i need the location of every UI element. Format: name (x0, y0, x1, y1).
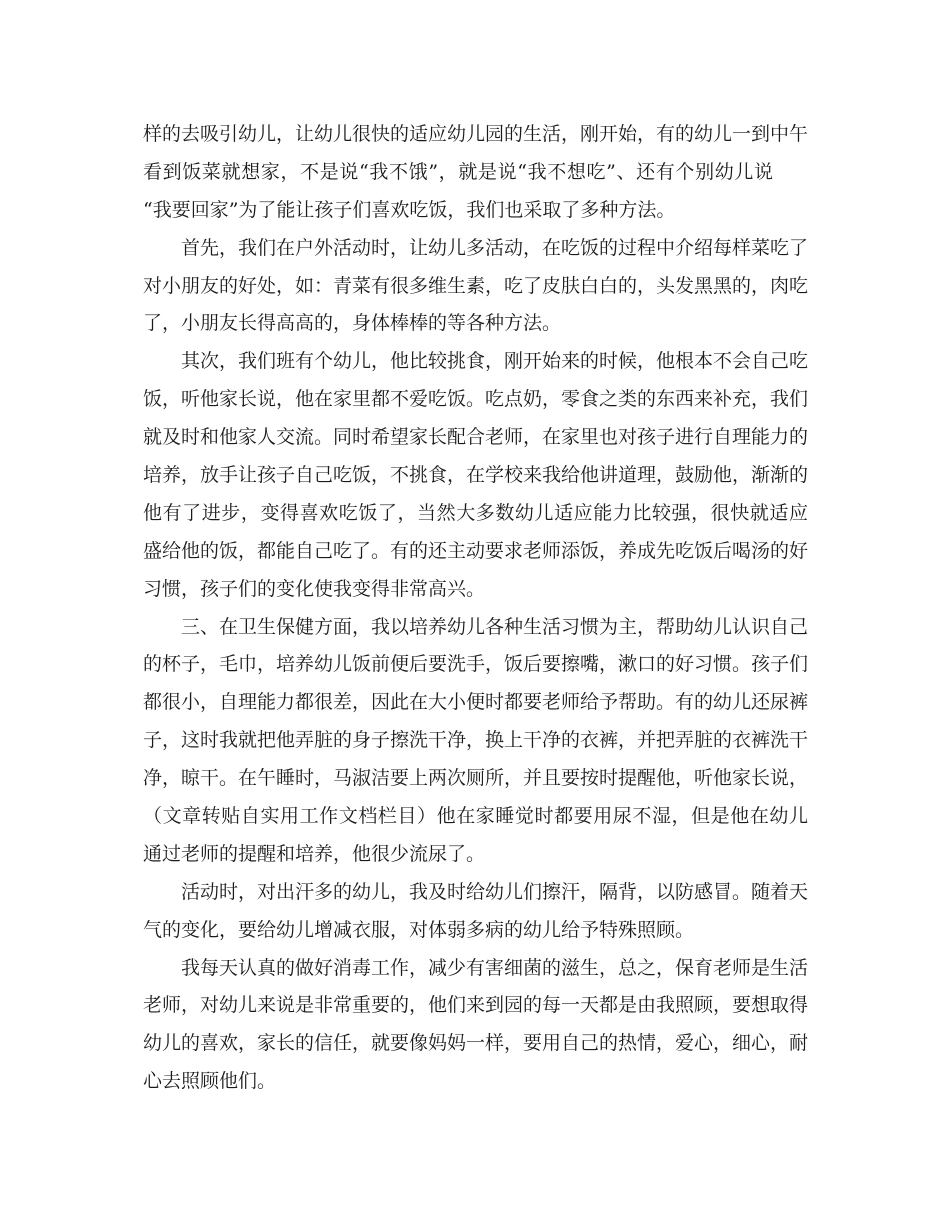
text-line: “我要回家”为了能让孩子们喜欢吃饭，我们也采取了多种方法。 (143, 198, 676, 221)
paragraph-first-line: 活动时，对出汗多的幼儿，我及时给幼儿们擦汗，隔背，以防感冒。随着天 (181, 880, 808, 903)
text-line: 样的去吸引幼儿，让幼儿很快的适应幼儿园的生活，刚开始，有的幼儿一到中午 (143, 123, 808, 145)
text-line: 老师，对幼儿来说是非常重要的，他们来到园的每一天都是由我照顾，要想取得 (143, 994, 808, 1017)
text-line: 饭，听他家长说，他在家里都不爱吃饭。吃点奶，零食之类的东西来补充，我们 (143, 388, 808, 411)
text-line: 盛给他的饭，都能自己吃了。有的还主动要求老师添饭，养成先吃饭后喝汤的好 (143, 539, 808, 562)
text-line: 就及时和他家人交流。同时希望家长配合老师，在家里也对孩子进行自理能力的 (143, 426, 808, 449)
text-line: 子，这时我就把他弄脏的身子擦洗干净，换上干净的衣裤，并把弄脏的衣裤洗干 (143, 729, 808, 752)
text-line: 习惯，孩子们的变化使我变得非常高兴。 (143, 577, 486, 600)
text-line: 对小朋友的好处，如：青菜有很多维生素，吃了皮肤白白的，头发黑黑的，肉吃 (143, 274, 808, 297)
text-line: 培养，放手让孩子自己吃饭，不挑食，在学校来我给他讲道理，鼓励他，渐渐的 (143, 464, 808, 487)
paragraph-first-line: 首先，我们在户外活动时，让幼儿多活动，在吃饭的过程中介绍每样菜吃了 (181, 236, 808, 259)
text-line: （文章转贴自实用工作文档栏目）他在家睡觉时都要用尿不湿，但是他在幼儿 (143, 805, 808, 828)
text-line: 都很小，自理能力都很差，因此在大小便时都要老师给予帮助。有的幼儿还尿裤 (143, 691, 808, 714)
paragraph-first-line: 其次，我们班有个幼儿，他比较挑食，刚开始来的时候，他根本不会自己吃 (181, 350, 808, 373)
document-body (143, 116, 808, 1101)
text-line: 净，晾干。在午睡时，马淑洁要上两次厕所，并且要按时提醒他，听他家长说， (143, 767, 808, 790)
paragraph-first-line: 三、在卫生保健方面，我以培养幼儿各种生活习惯为主，帮助幼儿认识自己 (181, 615, 808, 638)
text-line: 通过老师的提醒和培养，他很少流尿了。 (143, 842, 486, 865)
text-line: 看到饭菜就想家，不是说“我不饿”，就是说“我不想吃”、还有个别幼儿说 (143, 160, 773, 183)
text-line: 的杯子，毛巾，培养幼儿饭前便后要洗手，饭后要擦嘴，漱口的好习惯。孩子们 (143, 653, 808, 676)
text-line: 幼儿的喜欢，家长的信任，就要像妈妈一样，要用自己的热情，爱心，细心，耐 (143, 1032, 808, 1055)
text-line: 他有了进步，变得喜欢吃饭了，当然大多数幼儿适应能力比较强，很快就适应 (143, 501, 808, 524)
text-line: 气的变化，要给幼儿增减衣服，对体弱多病的幼儿给予特殊照顾。 (143, 918, 695, 941)
paragraph-first-line: 我每天认真的做好消毒工作，减少有害细菌的滋生，总之，保育老师是生活 (181, 956, 808, 979)
text-line: 了，小朋友长得高高的，身体棒棒的等各种方法。 (143, 312, 562, 335)
text-line: 心去照顾他们。 (143, 1070, 277, 1093)
